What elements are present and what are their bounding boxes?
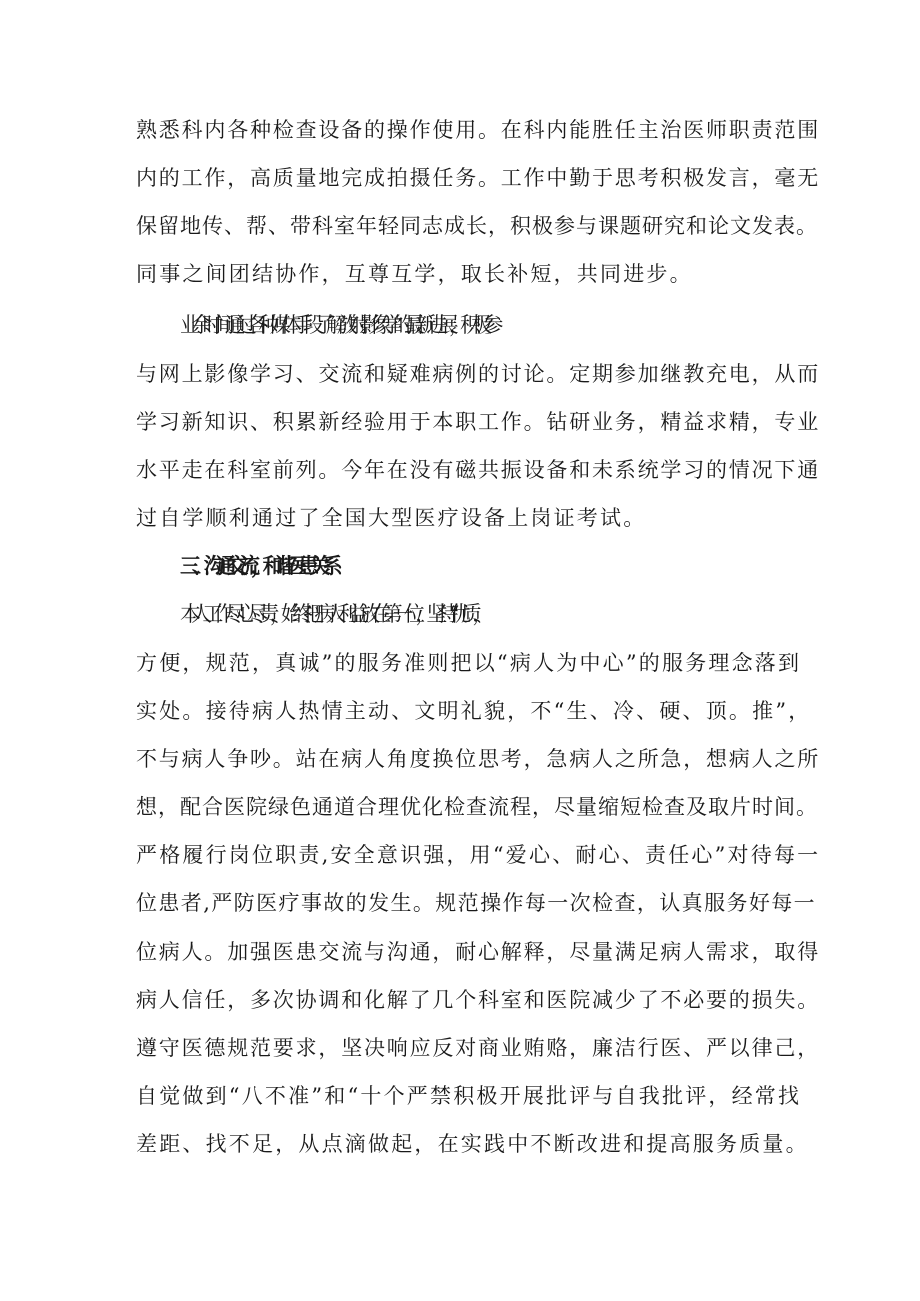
paragraph-line: 不与病人争吵。站在病人角度换位思考，急病人之所急，想病人之所 (136, 747, 820, 771)
paragraph-line: 保留地传、帮、带科室年轻同志成长，积极参与课题研究和论文发表。 (136, 214, 818, 238)
paragraph-line: 熟悉科内各种检查设备的操作使用。在科内能胜任主治医师职责范围 (136, 118, 820, 142)
paragraph-line: 位病人。加强医患交流与沟通，耐心解释，尽量满足病人需求，取得 (136, 940, 820, 964)
paragraph-line: 业余时间通过各种媒体手段了解放射影像学的最新进展，积极参 (180, 313, 494, 337)
paragraph-line: 本人工作尽心尽责，始终把病人利益放在第一位，坚持“优质， (180, 602, 484, 626)
section-heading: 三、沟通交流，和谐医患关系 (180, 554, 334, 578)
paragraph-line: 位患者,严防医疗事故的发生。规范操作每一次检查，认真服务好每一 (136, 891, 817, 915)
paragraph-line: 病人信任，多次协调和化解了几个科室和医院减少了不必要的损失。 (136, 988, 820, 1012)
paragraph-line: 水平走在科室前列。今年在没有磁共振设备和未系统学习的情况下通 (136, 458, 820, 482)
paragraph-line: 实处。接待病人热情主动、文明礼貌，不“生、冷、硬、顶。推”， (136, 699, 812, 723)
paragraph-line: 学习新知识、积累新经验用于本职工作。钻研业务，精益求精，专业 (136, 410, 820, 434)
paragraph-line: 想，配合医院绿色通道合理优化检查流程，尽量缩短检查及取片时间。 (136, 795, 818, 819)
paragraph-line: 过自学顺利通过了全国大型医疗设备上岗证考试。 (136, 506, 647, 530)
paragraph-line: 同事之间团结协作，互尊互学，取长补短，共同进步。 (136, 262, 693, 286)
paragraph-line: 方便，规范，真诚”的服务准则把以“病人为中心”的服务理念落到 (136, 651, 802, 675)
paragraph-line: 自觉做到“八不准”和“十个严禁积极开展批评与自我批评，经常找 (136, 1084, 802, 1108)
paragraph-line: 内的工作，高质量地完成拍摄任务。工作中勤于思考积极发言，毫无 (136, 166, 820, 190)
paragraph-line: 遵守医德规范要求，坚决响应反对商业贿赂，廉洁行医、严以律己， (136, 1036, 820, 1060)
paragraph-line: 差距、找不足，从点滴做起，在实践中不断改进和提高服务质量。 (136, 1132, 809, 1156)
paragraph-line: 与网上影像学习、交流和疑难病例的讨论。定期参加继教充电，从而 (136, 362, 820, 386)
paragraph-line: 严格履行岗位职责,安全意识强，用“爱心、耐心、责任心”对待每一 (136, 843, 821, 867)
